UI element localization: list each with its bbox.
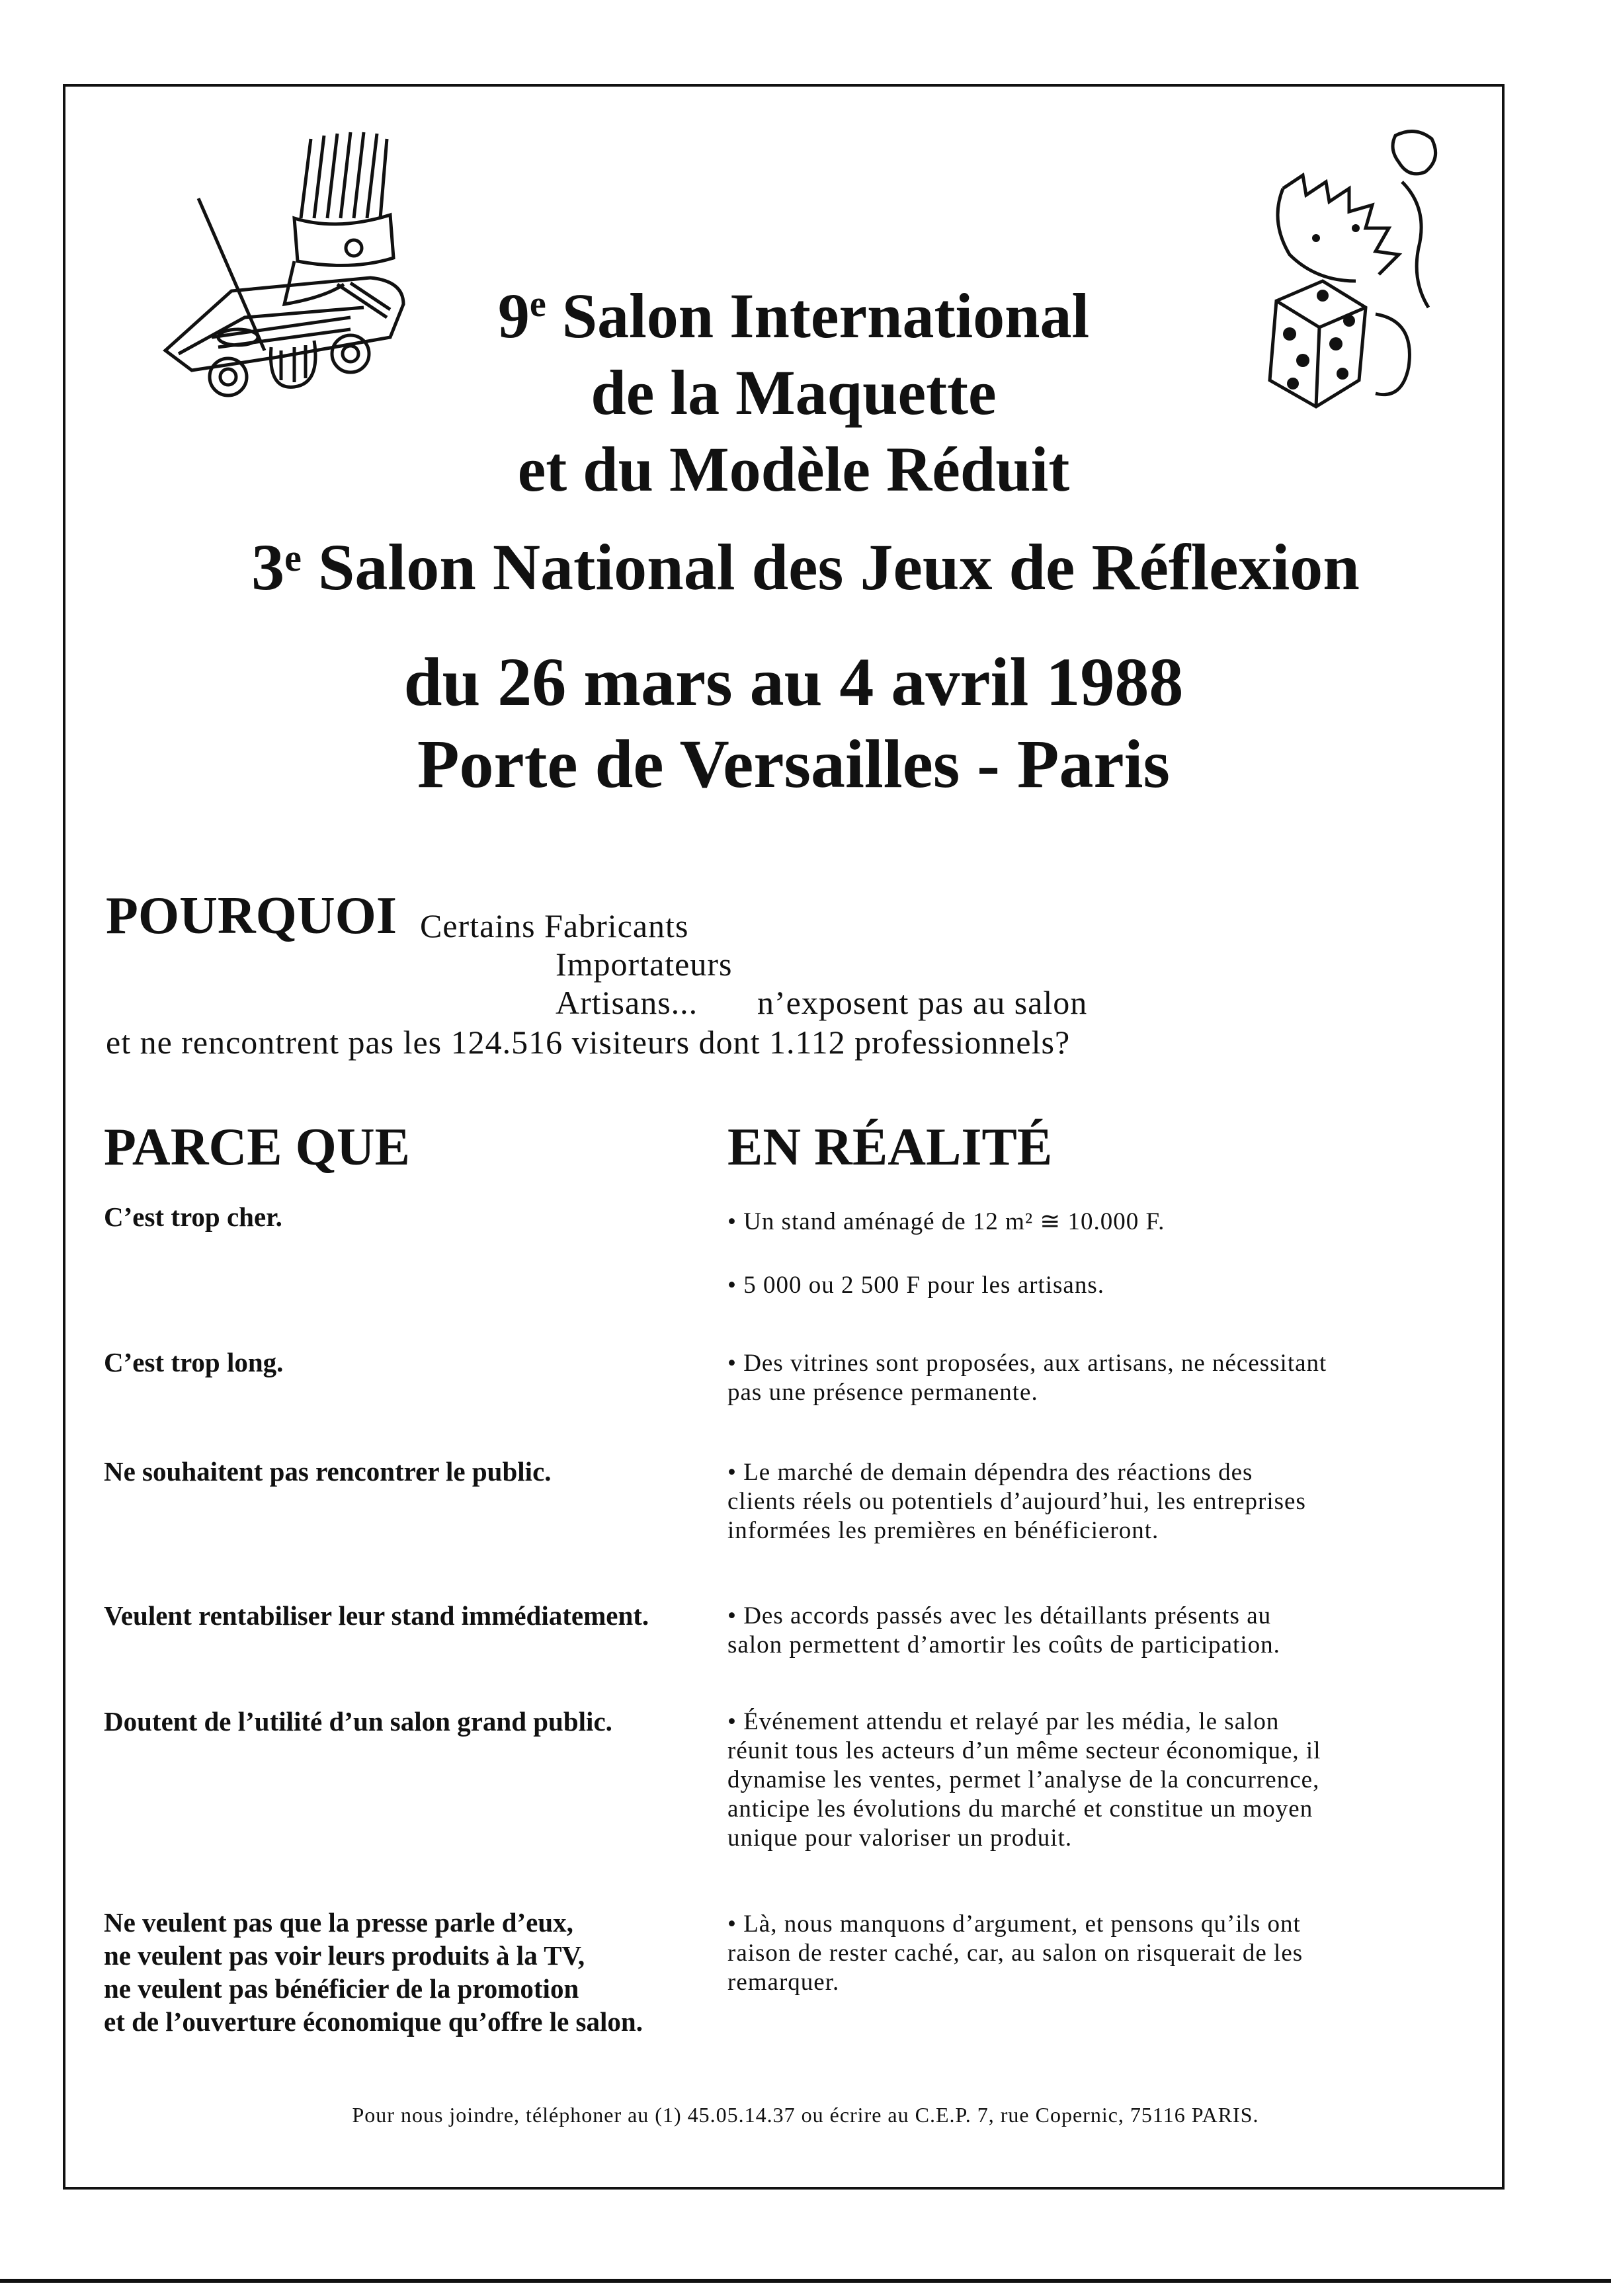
reason-line: C’est trop cher. bbox=[104, 1202, 282, 1232]
event-location: Porte de Versailles - Paris bbox=[417, 726, 1170, 802]
reality-6 bbox=[727, 1910, 1422, 1997]
reason-line: ne veulent pas bénéficier de la promotion bbox=[104, 1973, 579, 2004]
event-dates: du 26 mars au 4 avril 1988 bbox=[403, 644, 1184, 720]
event-info bbox=[198, 641, 1389, 805]
dice-figure-illustration bbox=[1243, 122, 1455, 427]
pourquoi-heading: POURQUOI bbox=[106, 887, 397, 945]
reality-2 bbox=[727, 1349, 1422, 1407]
reason-4 bbox=[104, 1599, 719, 1632]
reality-4 bbox=[727, 1602, 1422, 1660]
reality-5 bbox=[727, 1707, 1422, 1853]
pourquoi-line-3b: n’exposent pas au salon bbox=[757, 984, 1088, 1021]
reality-line: informées les premières en bénéficieront. bbox=[727, 1517, 1159, 1544]
reason-1 bbox=[104, 1200, 719, 1233]
reality-line: • Un stand aménagé de 12 m² ≅ 10.000 F. bbox=[727, 1208, 1165, 1235]
pourquoi-line-4: et ne rencontrent pas les 124.516 visiteurs dont 1.112 professionnels? bbox=[106, 1024, 1071, 1061]
reality-line: unique pour valoriser un produit. bbox=[727, 1824, 1073, 1852]
reality-line: anticipe les évolutions du marché et constitue un moyen bbox=[727, 1795, 1313, 1823]
reason-line: Ne souhaitent pas rencontrer le public. bbox=[104, 1456, 552, 1487]
reason-3 bbox=[104, 1455, 719, 1488]
reason-line: C’est trop long. bbox=[104, 1347, 284, 1377]
reality-line: pas une présence permanente. bbox=[727, 1379, 1038, 1406]
reality-line: • Là, nous manquons d’argument, et pensons qu’ils ont bbox=[727, 1910, 1301, 1938]
reality-line: • Événement attendu et relayé par les média, le salon bbox=[727, 1708, 1280, 1735]
reason-6 bbox=[104, 1906, 719, 2038]
title-line-3: et du Modèle Réduit bbox=[517, 434, 1070, 505]
title-line-1: 9e Salon International bbox=[497, 280, 1090, 351]
reality-line-spacer bbox=[727, 1237, 1422, 1271]
page-edge-line bbox=[0, 2279, 1611, 2283]
pourquoi-line-1: Certains Fabricants bbox=[420, 907, 689, 944]
reality-line: • Des vitrines sont proposées, aux artisans, ne nécessitant bbox=[727, 1350, 1327, 1377]
reality-3 bbox=[727, 1458, 1422, 1545]
title-block bbox=[397, 278, 1190, 508]
reality-line: salon permettent d’amortir les coûts de participation. bbox=[727, 1631, 1280, 1659]
reason-5 bbox=[104, 1705, 719, 1738]
reality-1 bbox=[727, 1208, 1422, 1300]
en-realite-heading: EN RÉALITÉ bbox=[727, 1118, 1053, 1176]
reason-line: Veulent rentabiliser leur stand immédiatement. bbox=[104, 1600, 649, 1631]
reality-line: remarquer. bbox=[727, 1969, 840, 1996]
title-line-2: de la Maquette bbox=[591, 357, 997, 428]
reason-2 bbox=[104, 1346, 719, 1379]
reason-line: Ne veulent pas que la presse parle d’eux, bbox=[104, 1907, 573, 1938]
reality-line: • 5 000 ou 2 500 F pour les artisans. bbox=[727, 1272, 1104, 1299]
subtitle: 3e Salon National des Jeux de Réflexion bbox=[251, 530, 1360, 604]
pourquoi-line-2: Importateurs bbox=[556, 946, 733, 983]
reason-line: ne veulent pas voir leurs produits à la TV, bbox=[104, 1940, 585, 1971]
reason-line: et de l’ouverture économique qu’offre le salon. bbox=[104, 2006, 643, 2037]
contact-footer: Pour nous joindre, téléphoner au (1) 45.05.14.37 ou écrire au C.E.P. 7, rue Copernic, 75116 PARIS. bbox=[352, 2103, 1259, 2127]
pourquoi-line-3a: Artisans... bbox=[556, 984, 698, 1021]
reality-line: clients réels ou potentiels d’aujourd’hui, les entreprises bbox=[727, 1488, 1306, 1515]
reality-line: réunit tous les acteurs d’un même secteur économique, il bbox=[727, 1737, 1321, 1764]
reality-line: • Des accords passés avec les détaillants présents au bbox=[727, 1602, 1272, 1629]
parce-que-heading: PARCE QUE bbox=[104, 1118, 410, 1176]
reason-line: Doutent de l’utilité d’un salon grand public. bbox=[104, 1706, 612, 1737]
reality-line: dynamise les ventes, permet l’analyse de la concurrence, bbox=[727, 1766, 1320, 1793]
reality-line: raison de rester caché, car, au salon on risquerait de les bbox=[727, 1940, 1303, 1967]
reality-line: • Le marché de demain dépendra des réactions des bbox=[727, 1459, 1253, 1486]
